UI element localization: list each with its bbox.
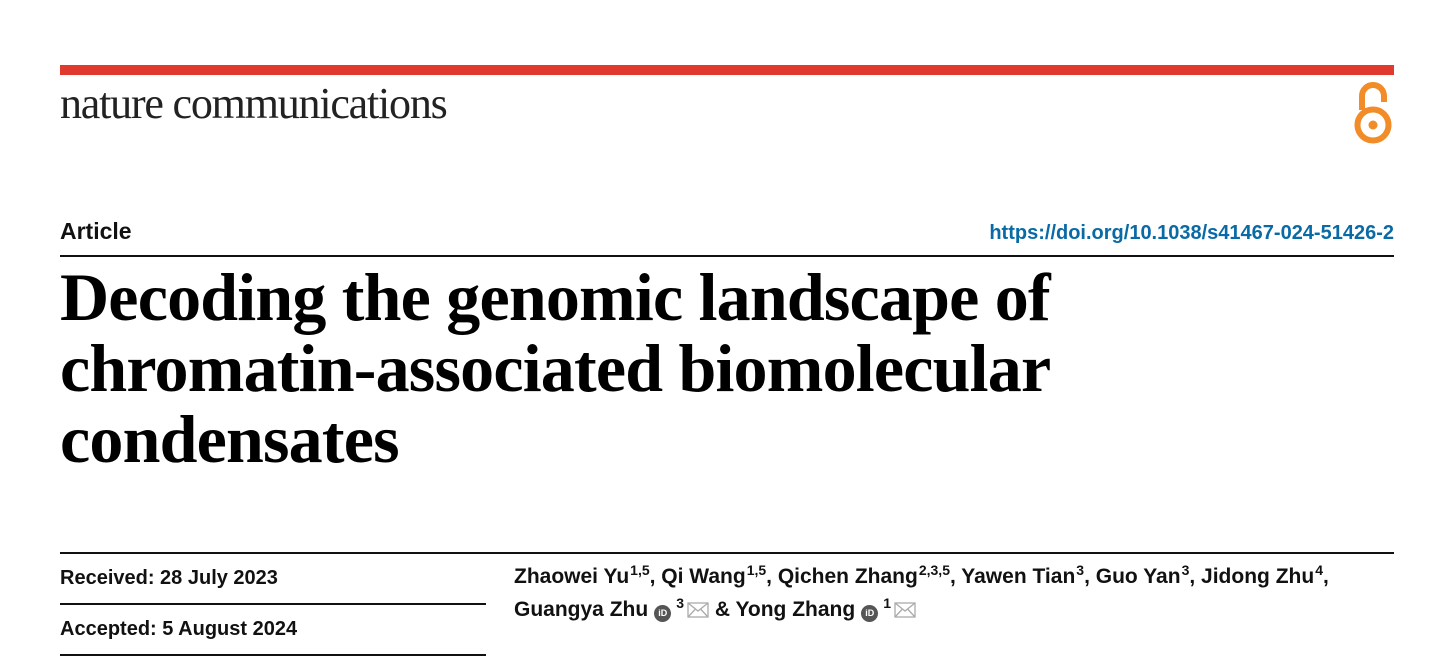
author-name: Zhaowei Yu (514, 565, 630, 588)
author-name: Qichen Zhang (777, 565, 918, 588)
author-name: Yong Zhang (735, 598, 856, 621)
author-separator: , (1189, 565, 1202, 588)
orcid-icon[interactable]: iD (861, 605, 878, 622)
author-affiliation: 3 (676, 595, 684, 611)
received-date: Received: 28 July 2023 (60, 554, 486, 605)
journal-name[interactable]: nature communications (60, 79, 447, 128)
author-separator: , (949, 565, 962, 588)
article-title (60, 259, 1380, 477)
author[interactable] (514, 562, 650, 588)
title-line: condensates (60, 401, 399, 477)
author-affiliation: 1 (883, 595, 892, 611)
author-separator: , (1322, 565, 1329, 588)
author-name: Yawen Tian (961, 565, 1076, 588)
author[interactable] (1095, 562, 1190, 588)
author-separator: , (649, 565, 662, 588)
header-divider (60, 255, 1394, 257)
author-list (514, 560, 1404, 626)
accepted-date: Accepted: 5 August 2024 (60, 605, 486, 656)
author-affiliation: 1,5 (746, 562, 767, 578)
doi-link[interactable]: https://doi.org/10.1038/s41467-024-51426-2 (989, 222, 1394, 244)
email-icon[interactable] (687, 602, 709, 618)
publication-dates (60, 554, 486, 656)
author-affiliation: 3 (1181, 562, 1190, 578)
author[interactable] (1201, 562, 1323, 588)
journal-accent-bar (60, 65, 1394, 75)
open-access-icon[interactable] (1352, 82, 1394, 146)
author-affiliation: 2,3,5 (918, 562, 950, 578)
author-separator: , (1084, 565, 1096, 588)
title-line: chromatin-associated biomolecular (60, 330, 1051, 406)
author-separator: & (708, 598, 736, 621)
orcid-icon[interactable]: iD (654, 605, 671, 622)
author-affiliation: 1,5 (630, 562, 650, 578)
author[interactable] (735, 595, 916, 621)
author-name: Guangya Zhu (514, 598, 649, 621)
author-name: Guo Yan (1095, 565, 1181, 588)
author-name: Qi Wang (661, 565, 746, 588)
author-name: Jidong Zhu (1201, 565, 1315, 588)
author[interactable] (777, 562, 950, 588)
author-separator: , (766, 565, 778, 588)
title-line: Decoding the genomic landscape of (60, 259, 1050, 335)
author-affiliation: 3 (1076, 562, 1085, 578)
author[interactable] (961, 562, 1085, 588)
author-affiliation: 4 (1315, 562, 1323, 578)
author[interactable] (661, 562, 767, 588)
article-type: Article (60, 218, 132, 244)
author[interactable] (514, 595, 709, 621)
email-icon[interactable] (894, 602, 916, 618)
